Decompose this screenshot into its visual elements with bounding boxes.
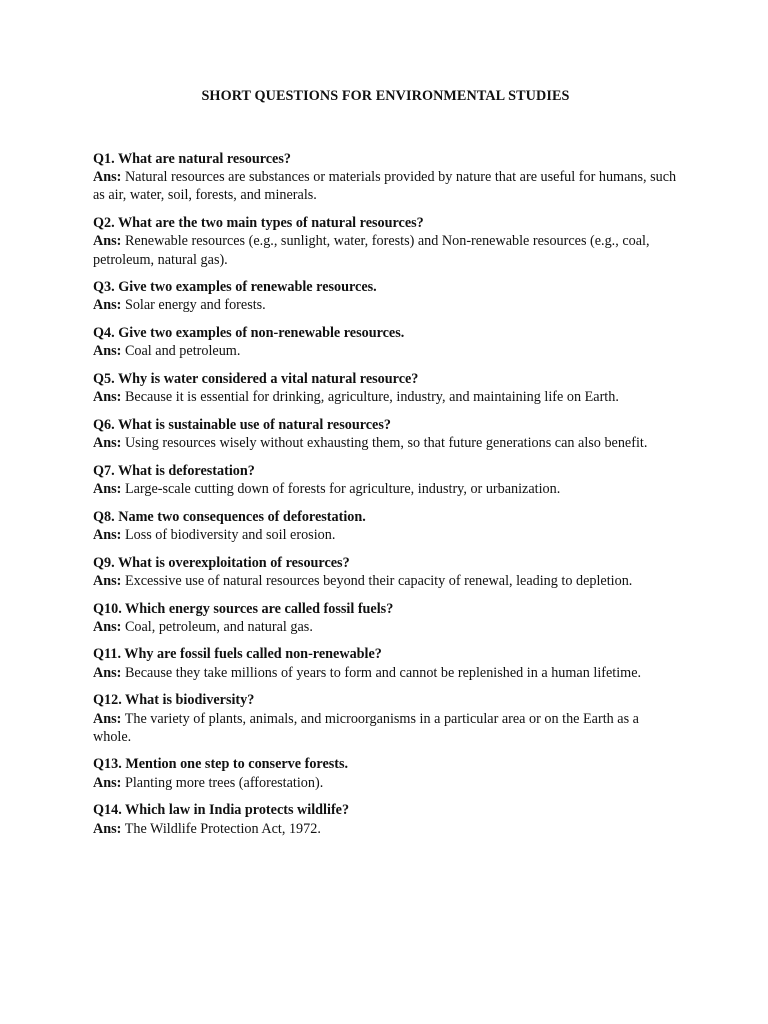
answer-text-7: Large-scale cutting down of forests for agriculture, industry, or urbanization. bbox=[124, 481, 561, 498]
answer-text-5: Because it is essential for drinking, agriculture, industry, and maintaining life on Earth. bbox=[124, 389, 619, 406]
qa-list bbox=[93, 150, 678, 838]
answer-text-6: Using resources wisely without exhausting them, so that future generations can also benefit. bbox=[124, 435, 648, 452]
qa-item-10 bbox=[93, 600, 678, 636]
qa-item-5 bbox=[93, 370, 678, 406]
qa-item-12 bbox=[93, 691, 678, 746]
answer-label: Ans: bbox=[93, 664, 122, 681]
answer-3 bbox=[93, 296, 678, 314]
answer-7 bbox=[93, 480, 678, 498]
answer-text-12: The variety of plants, animals, and microorganisms in a particular area or on the Earth as a whole. bbox=[93, 710, 639, 745]
answer-4 bbox=[93, 342, 678, 360]
answer-label: Ans: bbox=[93, 233, 122, 250]
answer-label: Ans: bbox=[93, 343, 122, 360]
question-9: Q9. What is overexploitation of resources? bbox=[93, 554, 350, 571]
answer-6 bbox=[93, 434, 678, 452]
answer-label: Ans: bbox=[93, 169, 122, 186]
answer-label: Ans: bbox=[93, 297, 122, 314]
answer-12 bbox=[93, 710, 678, 746]
question-13: Q13. Mention one step to conserve forests. bbox=[93, 756, 349, 773]
answer-label: Ans: bbox=[93, 435, 122, 452]
question-2: Q2. What are the two main types of natural resources? bbox=[93, 215, 424, 232]
answer-text-10: Coal, petroleum, and natural gas. bbox=[124, 618, 313, 635]
qa-item-3 bbox=[93, 278, 678, 314]
qa-item-8 bbox=[93, 508, 678, 544]
answer-label: Ans: bbox=[93, 710, 122, 727]
answer-text-9: Excessive use of natural resources beyond their capacity of renewal, leading to depletion. bbox=[124, 572, 633, 589]
question-11: Q11. Why are fossil fuels called non-renewable? bbox=[93, 646, 382, 663]
answer-text-13: Planting more trees (afforestation). bbox=[124, 774, 324, 791]
answer-1 bbox=[93, 168, 678, 204]
qa-item-14 bbox=[93, 801, 678, 837]
answer-text-8: Loss of biodiversity and soil erosion. bbox=[124, 526, 336, 543]
question-6: Q6. What is sustainable use of natural resources? bbox=[93, 416, 391, 433]
answer-label: Ans: bbox=[93, 774, 122, 791]
answer-label: Ans: bbox=[93, 618, 122, 635]
question-5: Q5. Why is water considered a vital natural resource? bbox=[93, 371, 419, 388]
answer-9 bbox=[93, 572, 678, 590]
qa-item-13 bbox=[93, 755, 678, 791]
answer-label: Ans: bbox=[93, 389, 122, 406]
qa-item-1 bbox=[93, 150, 678, 205]
answer-14 bbox=[93, 820, 678, 838]
qa-item-9 bbox=[93, 554, 678, 590]
question-14: Q14. Which law in India protects wildlife? bbox=[93, 802, 350, 819]
answer-label: Ans: bbox=[93, 526, 122, 543]
answer-label: Ans: bbox=[93, 572, 122, 589]
answer-text-14: The Wildlife Protection Act, 1972. bbox=[124, 820, 321, 837]
answer-text-3: Solar energy and forests. bbox=[124, 297, 266, 314]
document-title: SHORT QUESTIONS FOR ENVIRONMENTAL STUDIES bbox=[201, 88, 570, 104]
answer-text-4: Coal and petroleum. bbox=[124, 343, 241, 360]
qa-item-11 bbox=[93, 645, 678, 681]
answer-8 bbox=[93, 526, 678, 544]
qa-item-7 bbox=[93, 462, 678, 498]
question-1: Q1. What are natural resources? bbox=[93, 151, 291, 167]
answer-5 bbox=[93, 388, 678, 406]
question-4: Q4. Give two examples of non-renewable resources. bbox=[93, 325, 405, 342]
answer-label: Ans: bbox=[93, 820, 122, 837]
answer-label: Ans: bbox=[93, 481, 122, 498]
answer-13 bbox=[93, 774, 678, 792]
qa-item-6 bbox=[93, 416, 678, 452]
question-7: Q7. What is deforestation? bbox=[93, 462, 255, 479]
answer-text-2: Renewable resources (e.g., sunlight, water, forests) and Non-renewable resources (e.g., coal, petroleum, natural gas). bbox=[93, 233, 650, 268]
question-10: Q10. Which energy sources are called fossil fuels? bbox=[93, 600, 394, 617]
answer-10 bbox=[93, 618, 678, 636]
answer-text-1: Natural resources are substances or materials provided by nature that are useful for humans, such as air, water, soil, forests, and minerals. bbox=[93, 169, 677, 204]
answer-2 bbox=[93, 232, 678, 268]
question-3: Q3. Give two examples of renewable resources. bbox=[93, 279, 377, 296]
qa-item-4 bbox=[93, 324, 678, 360]
qa-item-2 bbox=[93, 214, 678, 269]
question-8: Q8. Name two consequences of deforestation. bbox=[93, 508, 366, 525]
answer-11 bbox=[93, 664, 678, 682]
question-12: Q12. What is biodiversity? bbox=[93, 692, 255, 709]
answer-text-11: Because they take millions of years to form and cannot be replenished in a human lifetime. bbox=[124, 664, 642, 681]
